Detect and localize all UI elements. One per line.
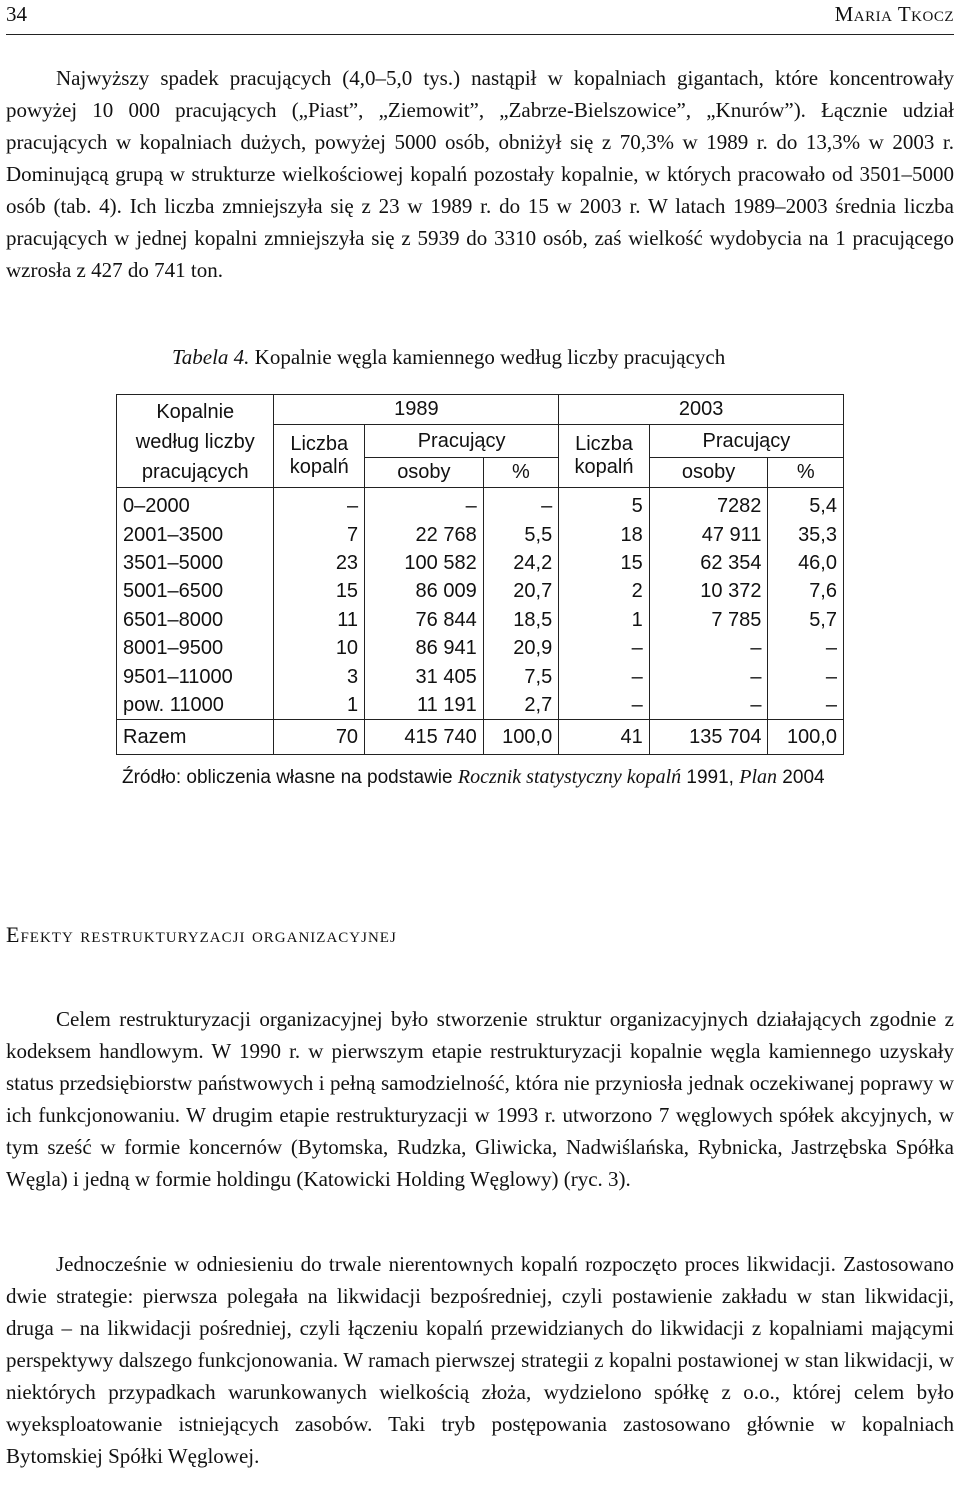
table-source-note: Źródło: obliczenia własne na podstawie Rocznik statystyczny kopalń 1991, Plan 2004 <box>122 766 825 788</box>
source-title-rocznik: Rocznik statystyczny kopalń <box>457 766 682 788</box>
running-head-author: Maria Tkocz <box>834 2 954 26</box>
table-body <box>117 488 844 755</box>
paragraph-2: Celem restrukturyzacji organizacyjnej było stworzenie struktur organizacyjnych działających zgodnie z kodeksem handlowym. W 1990 r. w pierwszym etapie restrukturyzacji kopalnie węgla kamiennego uzyskały status przedsiębiorstw państwowych i pełną samodzielność, która nie przyniosła jednak oczekiwanej poprawy w ich funkcjonowaniu. W drugim etapie restrukturyzacji w 1993 r. utworzono 7 węglowych spółek akcyjnych, w tym sześć w formie koncernów (Bytomska, Rudzka, Gliwicka, Nadwiślańska, Rybnicka, Jastrzębska Spółka Węgla) i jedną w formie holdingu (Katowicki Holding Węglowy) (ryc. 3). <box>6 1007 954 1191</box>
header-liczba-kopaln-2003: Liczba kopalń <box>559 425 650 488</box>
source-title-plan: Plan <box>739 766 778 788</box>
table-caption-text: Kopalnie węgla kamiennego według liczby pracujących <box>254 345 726 369</box>
mines-table <box>116 394 844 755</box>
table-row: pow. 11000 1 11 191 2,7 – – – <box>117 691 844 720</box>
page-header <box>6 0 954 35</box>
table-caption-label: Tabela 4. <box>172 345 250 369</box>
paragraph-1: Najwyższy spadek pracujących (4,0–5,0 tys.) nastąpił w kopalniach gigantach, które koncentrowały powyżej 10 000 pracujących („Piast”, „Ziemowit”, „Zabrze-Bielszowice”, „Knurów”). Łącznie udział pracujących w kopalniach dużych, powyżej 5000 osób, obniżył się z 70,3% w 1989 r. do 13,3% w 2003 r. Dominującą grupą w strukturze wielkościowej kopalń pozostały kopalnie, w których pracowało od 3501–5000 osób (tab. 4). Ich liczba zmniejszyła się z 23 w 1989 r. do 15 w 2003 r. W latach 1989–2003 średnia liczba pracujących w jednej kopalni zmniejszyła się z 5939 do 3310 osób, zaś wielkość wydobycia na 1 pracującego wzrosła z 427 do 741 ton. <box>6 66 954 282</box>
section-title: Efekty restrukturyzacji organizacyjnej <box>6 922 397 947</box>
page-number: 34 <box>6 2 27 26</box>
table-total-row: Razem 70 415 740 100,0 41 135 704 100,0 <box>117 720 844 755</box>
table-caption <box>172 345 725 370</box>
table-row: 0–2000 – – – 5 7282 5,4 <box>117 488 844 521</box>
header-pracujacy-2003: Pracujący <box>649 425 843 458</box>
header-pracujacy-1989: Pracujący <box>365 425 559 458</box>
header-osoby-1989: osoby <box>365 458 484 488</box>
header-osoby-2003: osoby <box>649 458 768 488</box>
table-row: 8001–9500 10 86 941 20,9 – – – <box>117 634 844 662</box>
table-row: 9501–11000 3 31 405 7,5 – – – <box>117 662 844 690</box>
table-row: 5001–6500 15 86 009 20,7 2 10 372 7,6 <box>117 577 844 605</box>
header-pct-1989: % <box>483 458 559 488</box>
header-col1: Kopalnie według liczby pracujących <box>117 395 274 488</box>
header-year-1989: 1989 <box>274 395 559 425</box>
table-row: 6501–8000 11 76 844 18,5 1 7 785 5,7 <box>117 606 844 634</box>
table-row: 3501–5000 23 100 582 24,2 15 62 354 46,0 <box>117 549 844 577</box>
header-liczba-kopaln-1989: Liczba kopalń <box>274 425 365 488</box>
header-year-2003: 2003 <box>559 395 844 425</box>
table-row: 2001–3500 7 22 768 5,5 18 47 911 35,3 <box>117 520 844 548</box>
header-pct-2003: % <box>768 458 844 488</box>
paragraph-3: Jednocześnie w odniesieniu do trwale nierentownych kopalń rozpoczęto proces likwidacji. Zastosowano dwie strategie: pierwsza polegała na likwidacji bezpośredniej, czyli postawienie zakładu w stan likwidacji, druga – na likwidacji pośredniej, czyli łączeniu kopalń przewidzianych do likwidacji z kopalniami mającymi perspektywy dalszego funkcjonowania. W ramach pierwszej strategii z kopalni postawionej w stan likwidacji, w niektórych przypadkach warunkowanych wielkością złoża, wydzielono spółkę z o.o., której celem było wyeksploatowanie istniejących zasobów. Taki tryb postępowania zastosowano głównie w kopalniach Bytomskiej Spółki Węglowej. <box>6 1252 954 1468</box>
